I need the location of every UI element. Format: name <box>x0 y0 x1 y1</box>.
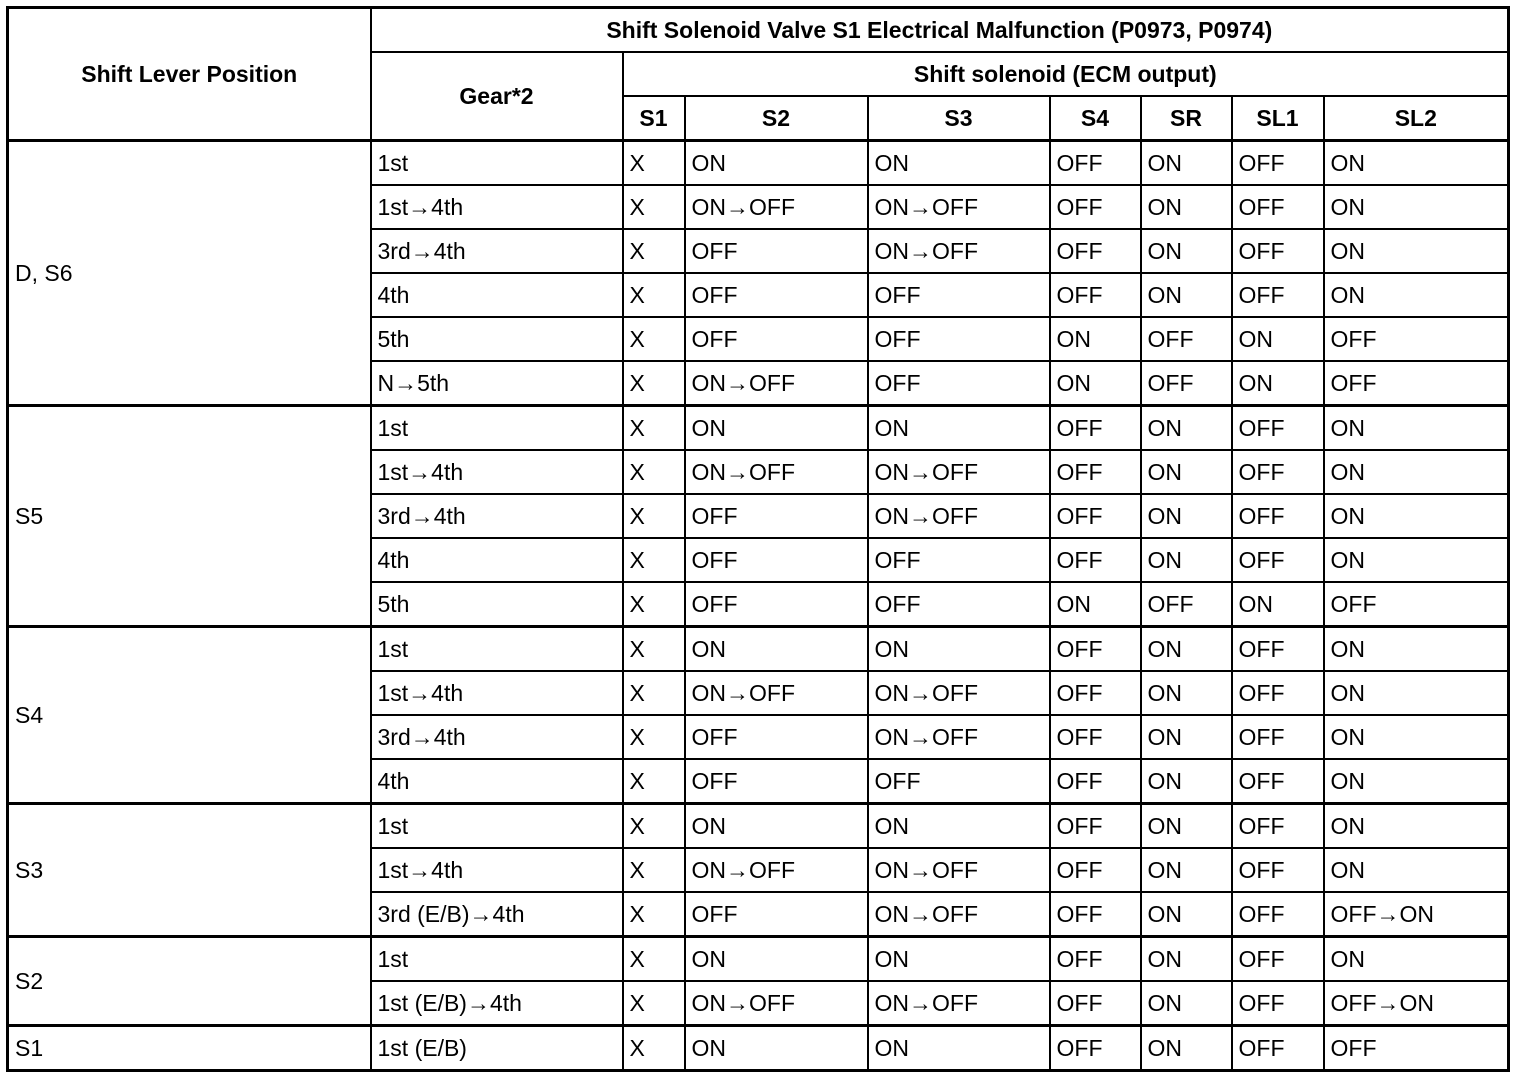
solenoid-s2-cell: OFF <box>685 538 868 582</box>
solenoid-sl1-cell: OFF <box>1232 450 1324 494</box>
solenoid-sr-cell: ON <box>1141 937 1232 982</box>
solenoid-s3-cell: ON <box>868 406 1050 451</box>
solenoid-s2-cell: ON <box>685 627 868 672</box>
solenoid-s3-cell: OFF <box>868 538 1050 582</box>
solenoid-s3-cell: ON <box>868 804 1050 849</box>
solenoid-sl1-cell: OFF <box>1232 538 1324 582</box>
table-title-header: Shift Solenoid Valve S1 Electrical Malfunction (P0973, P0974) <box>371 8 1509 53</box>
shift-solenoid-header: Shift solenoid (ECM output) <box>623 52 1509 96</box>
solenoid-sr-cell: ON <box>1141 538 1232 582</box>
solenoid-s3-cell: OFF <box>868 317 1050 361</box>
solenoid-s1-cell: X <box>623 229 685 273</box>
column-header-s1: S1 <box>623 96 685 141</box>
solenoid-sl2-cell: ON <box>1324 804 1509 849</box>
solenoid-sl2-cell: ON <box>1324 937 1509 982</box>
gear-cell: 3rd→4th <box>371 494 623 538</box>
column-header-sl1: SL1 <box>1232 96 1324 141</box>
shift-lever-position-cell: S3 <box>8 804 371 937</box>
solenoid-s2-cell: OFF <box>685 317 868 361</box>
shift-lever-position-cell: S5 <box>8 406 371 627</box>
table-row <box>8 627 1509 672</box>
solenoid-s2-cell: OFF <box>685 582 868 627</box>
table-body <box>8 141 1509 1071</box>
solenoid-s4-cell: OFF <box>1050 671 1141 715</box>
solenoid-sl1-cell: OFF <box>1232 229 1324 273</box>
gear-cell: 1st (E/B)→4th <box>371 981 623 1026</box>
gear-cell: 1st <box>371 406 623 451</box>
solenoid-sr-cell: OFF <box>1141 582 1232 627</box>
gear-cell: 1st <box>371 804 623 849</box>
gear-cell: 1st→4th <box>371 450 623 494</box>
gear-header: Gear*2 <box>371 52 623 141</box>
solenoid-sl1-cell: OFF <box>1232 892 1324 937</box>
solenoid-sr-cell: ON <box>1141 759 1232 804</box>
solenoid-s3-cell: ON→OFF <box>868 981 1050 1026</box>
solenoid-s3-cell: OFF <box>868 759 1050 804</box>
gear-cell: 1st→4th <box>371 671 623 715</box>
solenoid-sl2-cell: OFF→ON <box>1324 981 1509 1026</box>
solenoid-sl1-cell: OFF <box>1232 185 1324 229</box>
solenoid-sl1-cell: OFF <box>1232 848 1324 892</box>
solenoid-s2-cell: ON <box>685 937 868 982</box>
solenoid-s4-cell: OFF <box>1050 406 1141 451</box>
gear-cell: 4th <box>371 273 623 317</box>
solenoid-sl1-cell: ON <box>1232 582 1324 627</box>
solenoid-sr-cell: ON <box>1141 848 1232 892</box>
solenoid-sl1-cell: OFF <box>1232 494 1324 538</box>
solenoid-sl1-cell: ON <box>1232 317 1324 361</box>
solenoid-sr-cell: OFF <box>1141 361 1232 406</box>
column-header-s3: S3 <box>868 96 1050 141</box>
solenoid-s1-cell: X <box>623 804 685 849</box>
gear-cell: 1st→4th <box>371 185 623 229</box>
solenoid-sl2-cell: ON <box>1324 671 1509 715</box>
solenoid-s2-cell: ON→OFF <box>685 981 868 1026</box>
solenoid-s3-cell: ON→OFF <box>868 494 1050 538</box>
solenoid-sl1-cell: OFF <box>1232 804 1324 849</box>
solenoid-sl2-cell: ON <box>1324 229 1509 273</box>
solenoid-sl2-cell: ON <box>1324 185 1509 229</box>
solenoid-s4-cell: OFF <box>1050 141 1141 186</box>
solenoid-s3-cell: ON→OFF <box>868 848 1050 892</box>
solenoid-sr-cell: ON <box>1141 671 1232 715</box>
solenoid-sl2-cell: OFF <box>1324 361 1509 406</box>
solenoid-sl2-cell: ON <box>1324 759 1509 804</box>
solenoid-s3-cell: ON <box>868 937 1050 982</box>
solenoid-s4-cell: OFF <box>1050 185 1141 229</box>
solenoid-s1-cell: X <box>623 892 685 937</box>
solenoid-s3-cell: OFF <box>868 582 1050 627</box>
solenoid-sl2-cell: OFF→ON <box>1324 892 1509 937</box>
solenoid-s1-cell: X <box>623 141 685 186</box>
solenoid-s1-cell: X <box>623 715 685 759</box>
solenoid-sl1-cell: OFF <box>1232 1026 1324 1071</box>
solenoid-sl1-cell: ON <box>1232 361 1324 406</box>
gear-cell: 1st <box>371 141 623 186</box>
solenoid-s4-cell: OFF <box>1050 981 1141 1026</box>
solenoid-s1-cell: X <box>623 627 685 672</box>
solenoid-sr-cell: ON <box>1141 494 1232 538</box>
solenoid-sr-cell: ON <box>1141 185 1232 229</box>
solenoid-s2-cell: ON <box>685 141 868 186</box>
solenoid-sl2-cell: ON <box>1324 273 1509 317</box>
solenoid-s2-cell: ON <box>685 1026 868 1071</box>
table-row <box>8 406 1509 451</box>
solenoid-s1-cell: X <box>623 273 685 317</box>
table-row <box>8 937 1509 982</box>
solenoid-s4-cell: OFF <box>1050 848 1141 892</box>
solenoid-s2-cell: OFF <box>685 715 868 759</box>
solenoid-sl1-cell: OFF <box>1232 759 1324 804</box>
solenoid-s1-cell: X <box>623 494 685 538</box>
solenoid-sl2-cell: ON <box>1324 538 1509 582</box>
gear-cell: 5th <box>371 582 623 627</box>
solenoid-s3-cell: ON→OFF <box>868 715 1050 759</box>
solenoid-s3-cell: ON→OFF <box>868 229 1050 273</box>
solenoid-s4-cell: OFF <box>1050 229 1141 273</box>
gear-cell: 1st (E/B) <box>371 1026 623 1071</box>
solenoid-s1-cell: X <box>623 538 685 582</box>
solenoid-s2-cell: ON→OFF <box>685 450 868 494</box>
solenoid-s4-cell: OFF <box>1050 627 1141 672</box>
solenoid-sr-cell: OFF <box>1141 317 1232 361</box>
solenoid-sl2-cell: ON <box>1324 848 1509 892</box>
solenoid-s3-cell: ON <box>868 627 1050 672</box>
solenoid-s4-cell: ON <box>1050 582 1141 627</box>
solenoid-malfunction-table <box>6 6 1510 1072</box>
gear-cell: 1st→4th <box>371 848 623 892</box>
solenoid-s4-cell: OFF <box>1050 494 1141 538</box>
solenoid-s1-cell: X <box>623 671 685 715</box>
shift-lever-position-header: Shift Lever Position <box>8 8 371 141</box>
solenoid-s4-cell: OFF <box>1050 273 1141 317</box>
solenoid-sl1-cell: OFF <box>1232 981 1324 1026</box>
solenoid-s3-cell: ON→OFF <box>868 450 1050 494</box>
solenoid-s1-cell: X <box>623 406 685 451</box>
solenoid-s4-cell: OFF <box>1050 937 1141 982</box>
solenoid-sl2-cell: ON <box>1324 715 1509 759</box>
solenoid-sr-cell: ON <box>1141 627 1232 672</box>
gear-cell: 3rd→4th <box>371 715 623 759</box>
solenoid-sl2-cell: ON <box>1324 627 1509 672</box>
shift-lever-position-cell: S4 <box>8 627 371 804</box>
column-header-sl2: SL2 <box>1324 96 1509 141</box>
gear-cell: 1st <box>371 627 623 672</box>
gear-cell: 5th <box>371 317 623 361</box>
solenoid-s2-cell: ON→OFF <box>685 848 868 892</box>
solenoid-sr-cell: ON <box>1141 892 1232 937</box>
solenoid-s1-cell: X <box>623 937 685 982</box>
solenoid-s1-cell: X <box>623 185 685 229</box>
solenoid-s1-cell: X <box>623 848 685 892</box>
solenoid-s3-cell: ON→OFF <box>868 671 1050 715</box>
solenoid-sl2-cell: ON <box>1324 141 1509 186</box>
solenoid-s4-cell: ON <box>1050 317 1141 361</box>
solenoid-sl1-cell: OFF <box>1232 141 1324 186</box>
column-header-s4: S4 <box>1050 96 1141 141</box>
gear-cell: 3rd (E/B)→4th <box>371 892 623 937</box>
solenoid-s3-cell: ON <box>868 1026 1050 1071</box>
solenoid-sr-cell: ON <box>1141 450 1232 494</box>
solenoid-s2-cell: OFF <box>685 759 868 804</box>
solenoid-s1-cell: X <box>623 981 685 1026</box>
gear-cell: 1st <box>371 937 623 982</box>
solenoid-s2-cell: ON→OFF <box>685 185 868 229</box>
solenoid-s4-cell: OFF <box>1050 538 1141 582</box>
solenoid-sr-cell: ON <box>1141 981 1232 1026</box>
solenoid-s2-cell: ON <box>685 804 868 849</box>
solenoid-sl1-cell: OFF <box>1232 715 1324 759</box>
solenoid-s2-cell: OFF <box>685 892 868 937</box>
solenoid-s4-cell: OFF <box>1050 715 1141 759</box>
table-row <box>8 804 1509 849</box>
solenoid-s1-cell: X <box>623 582 685 627</box>
solenoid-sl1-cell: OFF <box>1232 627 1324 672</box>
solenoid-sl2-cell: ON <box>1324 450 1509 494</box>
solenoid-s1-cell: X <box>623 1026 685 1071</box>
shift-lever-position-cell: S2 <box>8 937 371 1026</box>
solenoid-s3-cell: ON→OFF <box>868 892 1050 937</box>
solenoid-s4-cell: OFF <box>1050 1026 1141 1071</box>
solenoid-s4-cell: OFF <box>1050 759 1141 804</box>
shift-lever-position-cell: D, S6 <box>8 141 371 406</box>
solenoid-sr-cell: ON <box>1141 273 1232 317</box>
gear-cell: 4th <box>371 538 623 582</box>
solenoid-s1-cell: X <box>623 450 685 494</box>
solenoid-s4-cell: OFF <box>1050 892 1141 937</box>
solenoid-s2-cell: ON <box>685 406 868 451</box>
solenoid-s4-cell: OFF <box>1050 804 1141 849</box>
column-header-sr: SR <box>1141 96 1232 141</box>
solenoid-s3-cell: ON→OFF <box>868 185 1050 229</box>
gear-cell: N→5th <box>371 361 623 406</box>
gear-cell: 3rd→4th <box>371 229 623 273</box>
solenoid-sl2-cell: ON <box>1324 406 1509 451</box>
solenoid-sl1-cell: OFF <box>1232 273 1324 317</box>
solenoid-s2-cell: ON→OFF <box>685 361 868 406</box>
solenoid-sl1-cell: OFF <box>1232 671 1324 715</box>
solenoid-s1-cell: X <box>623 361 685 406</box>
solenoid-s2-cell: OFF <box>685 273 868 317</box>
solenoid-sl1-cell: OFF <box>1232 937 1324 982</box>
solenoid-sl2-cell: OFF <box>1324 1026 1509 1071</box>
solenoid-sl2-cell: OFF <box>1324 582 1509 627</box>
gear-cell: 4th <box>371 759 623 804</box>
column-header-s2: S2 <box>685 96 868 141</box>
table-row <box>8 1026 1509 1071</box>
solenoid-s4-cell: OFF <box>1050 450 1141 494</box>
solenoid-sr-cell: ON <box>1141 1026 1232 1071</box>
solenoid-s2-cell: ON→OFF <box>685 671 868 715</box>
table-row <box>8 141 1509 186</box>
solenoid-s2-cell: OFF <box>685 229 868 273</box>
solenoid-sr-cell: ON <box>1141 715 1232 759</box>
solenoid-s1-cell: X <box>623 759 685 804</box>
solenoid-sr-cell: ON <box>1141 229 1232 273</box>
shift-lever-position-cell: S1 <box>8 1026 371 1071</box>
solenoid-s3-cell: OFF <box>868 361 1050 406</box>
solenoid-sl2-cell: OFF <box>1324 317 1509 361</box>
solenoid-s3-cell: ON <box>868 141 1050 186</box>
solenoid-sr-cell: ON <box>1141 141 1232 186</box>
solenoid-sl2-cell: ON <box>1324 494 1509 538</box>
solenoid-sl1-cell: OFF <box>1232 406 1324 451</box>
solenoid-sr-cell: ON <box>1141 804 1232 849</box>
solenoid-s3-cell: OFF <box>868 273 1050 317</box>
solenoid-s2-cell: OFF <box>685 494 868 538</box>
solenoid-sr-cell: ON <box>1141 406 1232 451</box>
solenoid-s1-cell: X <box>623 317 685 361</box>
solenoid-s4-cell: ON <box>1050 361 1141 406</box>
